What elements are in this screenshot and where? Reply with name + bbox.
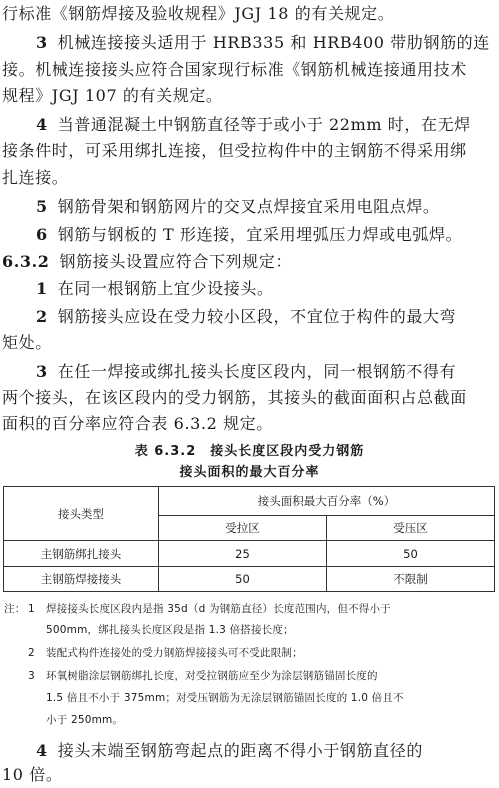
note-text: 小于 250mm。 [46,714,124,726]
table-subtitle: 接头面积的最大百分率 [179,465,320,480]
item-number: 2 [36,307,48,326]
cell-joint-type: 主钢筋焊接接头 [4,567,159,592]
text-line: 规程》JGJ 107 的有关规定。 [2,86,223,105]
text-line: 接条件时，可采用绑扎连接，但受拉构件中的主钢筋不得采用绑 [2,141,467,160]
notes-label: 注： [4,603,26,615]
text-line: 接。机械连接接头应符合国家现行标准《钢筋机械连接通用技术 [2,60,467,79]
item-1 [36,279,274,299]
text-line: 在任一焊接或绑扎接头长度区段内，同一根钢筋不得有 [57,362,457,381]
text-line: 接头末端至钢筋弯起点的距离不得小于钢筋直径的 [57,741,423,760]
text-line: 矩处。 [2,333,52,352]
clause-5 [36,197,440,217]
text-line: 行标准《钢筋焊接及验收规程》JGJ 18 的有关规定。 [2,4,395,23]
table-row [4,541,495,567]
clause-number: 5 [36,197,48,216]
header-joint-type: 接头类型 [4,487,159,541]
note-text: 500mm，绑扎接头长度区段是指 1.3 倍搭接长度； [46,624,294,636]
cell-tension: 25 [159,541,327,567]
section-number: 6.3.2 [2,252,50,271]
table-title: 表 6.3.2 接头长度区段内受力钢筋 [134,444,365,459]
text-line: 扎连接。 [2,168,69,187]
clause-6 [36,225,462,245]
clause-number: 4 [36,115,48,134]
item-number: 1 [36,279,48,298]
text-line: 面积的百分率应符合表 6.3.2 规定。 [2,414,273,433]
item-3 [36,362,456,382]
clause-4 [36,115,471,135]
text-line: 钢筋接头应设在受力较小区段，不宜位于构件的最大弯 [57,307,457,326]
note-text: 装配式构件连接处的受力钢筋焊接接头可不受此限制； [46,647,303,659]
splice-ratio-table [3,486,495,592]
cell-tension: 50 [159,567,327,592]
header-max-percentage: 接头面积最大百分率（%） [159,487,495,516]
text-line: 钢筋接头设置应符合下列规定： [59,252,292,271]
item-number: 3 [36,362,48,381]
table-row [4,567,495,592]
text-line: 机械连接接头适用于 HRB335 和 HRB400 带肋钢筋的连 [57,33,490,52]
note-text: 1.5 倍且不小于 375mm；对受压钢筋为无涂层钢筋锚固长度的 1.0 倍且不 [46,692,404,704]
note-text: 焊接接头长度区段内是指 35d（d 为钢筋直径）长度范围内，但不得小于 [46,603,391,615]
text-line: 钢筋骨架和钢筋网片的交叉点焊接宜采用电阻点焊。 [57,197,440,216]
text-line: 钢筋与钢板的 T 形连接，宜采用埋弧压力焊或电弧焊。 [57,225,463,244]
item-4 [36,741,423,761]
header-compression-zone: 受压区 [327,516,495,541]
note-number: 2 [28,647,35,659]
text-line: 在同一根钢筋上宜少设接头。 [57,279,274,298]
note-number: 3 [28,670,35,682]
note-number: 1 [28,603,35,615]
clause-3 [36,33,490,53]
text-line: 两个接头，在该区段内的受力钢筋，其接头的截面面积占总截面 [2,388,467,407]
text-line: 10 倍。 [2,765,63,784]
header-tension-zone: 受拉区 [159,516,327,541]
clause-number: 3 [36,33,48,52]
clause-number: 6 [36,225,48,244]
text-line: 当普通混凝土中钢筋直径等于或小于 22mm 时，在无焊 [57,115,471,134]
item-number: 4 [36,741,48,760]
cell-joint-type: 主钢筋绑扎接头 [4,541,159,567]
cell-compression: 50 [327,541,495,567]
section-6-3-2 [2,252,292,272]
cell-compression: 不限制 [327,567,495,592]
item-2 [36,307,456,327]
note-text: 环氧树脂涂层钢筋绑扎长度，对受拉钢筋应至少为涂层钢筋锚固长度的 [46,670,378,682]
